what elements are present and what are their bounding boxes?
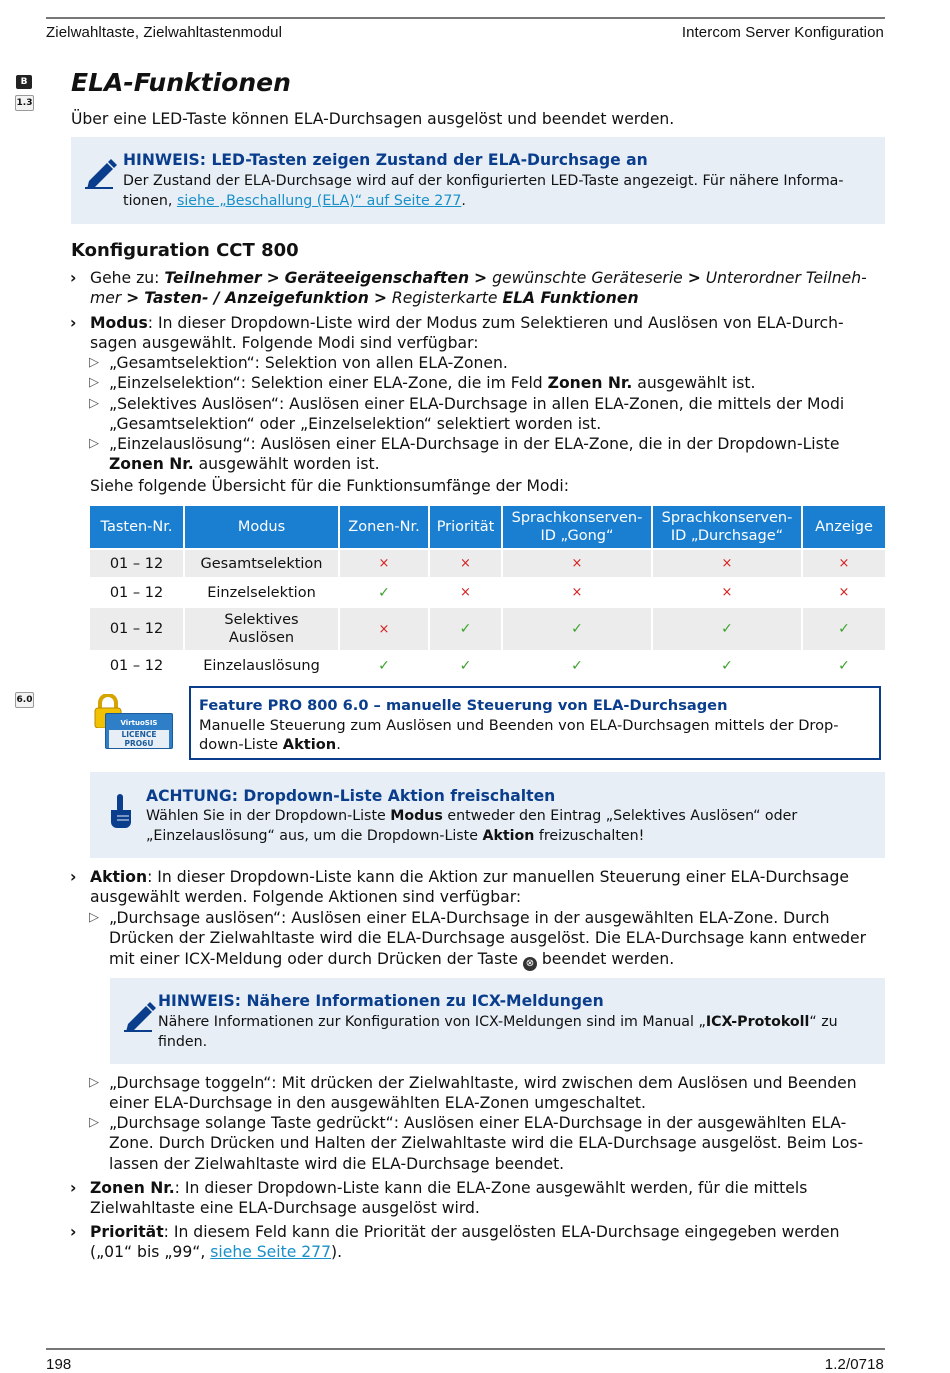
check-icon: ✓ <box>378 584 390 601</box>
check-icon: ✓ <box>459 621 472 637</box>
pencil-icon <box>124 998 156 1032</box>
cell-feature <box>429 549 502 578</box>
feature-box <box>189 686 881 760</box>
cross-icon: × <box>571 556 583 571</box>
header-right: Intercom Server Konfiguration <box>681 24 884 41</box>
check-icon: ✓ <box>838 658 850 674</box>
bullet-arrow-icon: › <box>70 314 77 332</box>
cell-modus: Selektives Auslösen <box>184 607 339 651</box>
modus-item-2: ▷ „Einzelselektion“: Selektion einer ELA-Zone, die im Feld Zonen Nr. ausgewählt ist. <box>89 374 756 392</box>
zonen-description: › Zonen Nr.: In dieser Dropdown-Liste kann die ELA-Zone ausgewählt werden, für die mittels Zielwahltaste eine ELA-Durchsage ausgelöst wird. <box>70 1179 808 1218</box>
cell-feature <box>502 578 652 607</box>
cell-feature <box>652 607 802 651</box>
chapter-badge: B <box>16 75 32 89</box>
cell-feature <box>502 607 652 651</box>
subheading: Konfiguration CCT 800 <box>71 240 299 261</box>
pointing-finger-icon <box>108 792 134 830</box>
cell-feature <box>429 607 502 651</box>
bullet-arrow-icon: › <box>70 269 77 287</box>
footer-rule <box>46 1348 885 1350</box>
bullet-arrow-icon: › <box>70 1179 77 1197</box>
attention-box <box>90 772 885 858</box>
check-icon: ✓ <box>378 658 390 674</box>
cell-feature <box>802 578 885 607</box>
cross-icon: × <box>721 585 733 600</box>
nav-path: › Gehe zu: Teilnehmer > Geräteeigenschaften > gewünschte Geräteserie > Unterordner Teilneh- mer > Tasten- / Anzeigefunktion > Registerkarte ELA Funktionen <box>70 269 867 308</box>
cell-feature <box>652 651 802 680</box>
modus-item-4: ▷ „Einzelauslösung“: Auslösen einer ELA-Durchsage in der ELA-Zone, die in der Dropdown-Liste Zonen Nr. ausgewählt worden ist. <box>89 435 840 474</box>
sub-bullet-icon: ▷ <box>89 910 99 925</box>
col-modus: Modus <box>184 506 339 549</box>
table-row <box>90 549 885 578</box>
sub-bullet-icon: ▷ <box>89 436 99 451</box>
cell-modus: Gesamtselektion <box>184 549 339 578</box>
bullet-arrow-icon: › <box>70 868 77 886</box>
table-row <box>90 651 885 680</box>
feature-title: Feature PRO 800 6.0 – manuelle Steuerung von ELA-Durchsagen <box>199 697 728 714</box>
pencil-icon <box>85 155 117 189</box>
hint-box-icx <box>110 978 885 1064</box>
cell-feature <box>339 651 429 680</box>
cell-feature <box>802 651 885 680</box>
section-badge: 1.3 <box>15 95 34 111</box>
sub-bullet-icon: ▷ <box>89 1075 99 1090</box>
cell-modus: Einzelselektion <box>184 578 339 607</box>
aktion-item-1: ▷ „Durchsage auslösen“: Auslösen einer ELA-Durchsage in der ausgewählten ELA-Zone. Durch Drücken der Zielwahltaste wird die ELA-Durchsage ausgelöst. Die ELA-Durchsage kann entweder mit einer ICX-Meldung oder durch Drücken der Taste ⊗ beendet werden. <box>89 909 867 969</box>
cell-feature <box>652 549 802 578</box>
cross-icon: × <box>378 621 390 637</box>
hint2-body: Nähere Informationen zur Konfiguration von ICX-Meldungen sind im Manual „ICX-Protokoll“ zu finden. <box>158 1014 838 1050</box>
cell-tasten-nr: 01 – 12 <box>90 578 184 607</box>
cell-feature <box>802 549 885 578</box>
licence-badge: VirtuoSIS LICENCE PRO6U <box>105 713 173 749</box>
sub-bullet-icon: ▷ <box>89 1115 99 1130</box>
table-row <box>90 607 885 651</box>
end-key-icon: ⊗ <box>523 957 537 971</box>
sub-bullet-icon: ▷ <box>89 355 99 370</box>
bullet-arrow-icon: › <box>70 1223 77 1241</box>
table-header-row <box>90 506 885 549</box>
aktion-item-3: ▷ „Durchsage solange Taste gedrückt“: Auslösen einer ELA-Durchsage in der ausgewählten ELA- Zone. Durch Drücken und Halten der Zielwahltaste wird die ELA-Durchsage ausgelöst. Beim Los- lassen der Zielwahltaste wird die ELA-Durchsage beendet. <box>89 1114 864 1173</box>
hint2-title: HINWEIS: Nähere Informationen zu ICX-Meldungen <box>158 992 604 1010</box>
attention-body: Wählen Sie in der Dropdown-Liste Modus entweder den Eintrag „Selektives Auslösen“ oder „Einzelauslösung“ aus, um die Dropdown-Liste Aktion freizuschalten! <box>146 808 798 844</box>
cell-tasten-nr: 01 – 12 <box>90 607 184 651</box>
check-icon: ✓ <box>571 658 583 674</box>
doc-version: 1.2/0718 <box>824 1356 884 1373</box>
cross-icon: × <box>838 556 850 571</box>
licence-pro-icon <box>93 694 175 750</box>
col-zonen: Zonen-Nr. <box>339 506 429 549</box>
attention-title: ACHTUNG: Dropdown-Liste Aktion freischalten <box>146 787 556 805</box>
aktion-description: › Aktion: In dieser Dropdown-Liste kann die Aktion zur manuellen Steuerung einer ELA-Durchsage ausgewählt werden. Folgende Aktionen sind verfügbar: <box>70 868 849 907</box>
col-gong: Sprachkonserven- ID „Gong“ <box>502 506 652 549</box>
col-anzeige: Anzeige <box>802 506 885 549</box>
cell-feature <box>652 578 802 607</box>
sub-bullet-icon: ▷ <box>89 375 99 390</box>
cross-icon: × <box>378 556 390 571</box>
table-row <box>90 578 885 607</box>
cell-feature <box>802 607 885 651</box>
link-beschallung[interactable]: siehe „Beschallung (ELA)“ auf Seite 277 <box>176 193 462 209</box>
check-icon: ✓ <box>721 658 733 674</box>
cell-modus: Einzelauslösung <box>184 651 339 680</box>
cross-icon: × <box>838 585 850 600</box>
cell-feature <box>502 549 652 578</box>
modus-description: › Modus: In dieser Dropdown-Liste wird der Modus zum Selektieren und Auslösen von ELA-Durch- sagen ausgewählt. Folgende Modi sind verfügbar: <box>70 314 844 353</box>
check-icon: ✓ <box>721 621 733 637</box>
check-icon: ✓ <box>838 621 850 637</box>
cross-icon: × <box>460 585 471 600</box>
hint-title: HINWEIS: LED-Tasten zeigen Zustand der ELA-Durchsage an <box>123 151 648 169</box>
col-prioritaet: Priorität <box>429 506 502 549</box>
page-number: 198 <box>46 1356 72 1373</box>
cell-feature <box>502 651 652 680</box>
section-title: ELA-Funktionen <box>71 68 291 97</box>
sub-bullet-icon: ▷ <box>89 396 99 411</box>
hint-box-led <box>71 137 885 224</box>
cell-tasten-nr: 01 – 12 <box>90 651 184 680</box>
link-seite-277[interactable]: siehe Seite 277 <box>210 1243 332 1262</box>
overview-text: Siehe folgende Übersicht für die Funktionsumfänge der Modi: <box>90 477 569 495</box>
aktion-item-2: ▷ „Durchsage toggeln“: Mit drücken der Zielwahltaste, wird zwischen dem Auslösen und Beenden einer ELA-Durchsage in den ausgewählten ELA-Zonen umgeschaltet. <box>89 1074 857 1113</box>
version-badge: 6.0 <box>15 692 34 708</box>
header-left: Zielwahltaste, Zielwahltastenmodul <box>46 24 283 41</box>
modes-table <box>90 506 885 680</box>
modus-item-3: ▷ „Selektives Auslösen“: Auslösen einer ELA-Durchsage in allen ELA-Zonen, die mittels der Modi „Gesamtselektion“ oder „Einzelselektion“ selektiert worden ist. <box>89 395 845 434</box>
cross-icon: × <box>721 556 733 571</box>
header-rule <box>46 17 885 19</box>
modus-item-1: ▷ „Gesamtselektion“: Selektion von allen ELA-Zonen. <box>89 354 508 372</box>
cell-feature <box>339 549 429 578</box>
feature-body: Manuelle Steuerung zum Auslösen und Beenden von ELA-Durchsagen mittels der Drop- down-Liste Aktion. <box>199 717 839 753</box>
col-durchsage: Sprachkonserven- ID „Durchsage“ <box>652 506 802 549</box>
cell-feature <box>339 578 429 607</box>
cross-icon: × <box>460 556 471 571</box>
cell-feature <box>429 651 502 680</box>
cell-tasten-nr: 01 – 12 <box>90 549 184 578</box>
cell-feature <box>339 607 429 651</box>
check-icon: ✓ <box>571 621 583 637</box>
cell-feature <box>429 578 502 607</box>
prio-description: › Priorität: In diesem Feld kann die Priorität der ausgelösten ELA-Durchsage eingegeben werden („01“ bis „99“, siehe Seite 277). <box>70 1223 840 1262</box>
check-icon: ✓ <box>459 658 472 674</box>
cross-icon: × <box>571 585 583 600</box>
intro-text: Über eine LED-Taste können ELA-Durchsagen ausgelöst und beendet werden. <box>71 110 675 128</box>
col-tasten: Tasten-Nr. <box>90 506 184 549</box>
hint-body: Der Zustand der ELA-Durchsage wird auf der konfigurierten LED-Taste angezeigt. Für nähere Informa- tionen, siehe „Beschallung (ELA)“ auf Seite 277. <box>123 173 844 209</box>
